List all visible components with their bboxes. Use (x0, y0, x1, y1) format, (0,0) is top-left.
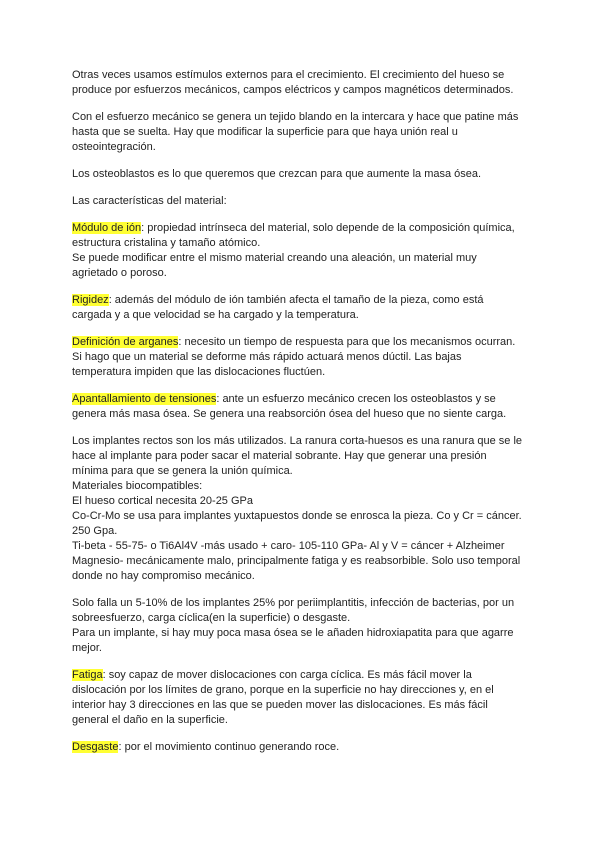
section-rigidez (72, 293, 542, 323)
text-line: Para un implante, si hay muy poca masa ósea se le añaden hidroxiapatita para que agarre (72, 627, 514, 639)
text-line: produce por esfuerzos mecánicos, campos eléctricos y campos magnéticos determinados. (72, 84, 514, 96)
text-line: cargada y a que velocidad se ha cargado y la temperatura. (72, 309, 359, 321)
text-line: Con el esfuerzo mecánico se genera un tejido blando en la intercara y hace que patine más (72, 111, 519, 123)
text-line: El hueso cortical necesita 20-25 GPa (72, 495, 253, 507)
paragraph-osteoblastos (72, 167, 542, 182)
text-line: temperatura impiden que las dislocaciones fluctúen. (72, 366, 326, 378)
definition-text: : además del módulo de ión también afecta el tamaño de la pieza, como está (108, 294, 484, 306)
highlighted-term: Desgaste (72, 741, 119, 753)
text-line: estructura cristalina y tamaño atómico. (72, 237, 261, 249)
text-line (72, 221, 542, 236)
text-line: dislocación por los límites de grano, porque en la superficie no hay direcciones y, en el (72, 684, 494, 696)
text-line (72, 740, 542, 755)
text-line (72, 335, 542, 350)
text-line: genera más masa ósea. Se genera una reabsorción ósea del hueso que no siente carga. (72, 408, 507, 420)
text-line: general el daño en la superficie. (72, 714, 228, 726)
section-definicion-de-arganes (72, 335, 542, 380)
text-line: sobreesfuerzo, carga cíclica(en la superficie) o desgaste. (72, 612, 351, 624)
text-line: Se puede modificar entre el mismo material creando una aleación, un material muy (72, 252, 477, 264)
paragraph-fallos-implantes (72, 596, 542, 656)
definition-text: : necesito un tiempo de respuesta para que los mecanismos ocurran. (178, 336, 516, 348)
section-apantallamiento-de-tensiones (72, 392, 542, 422)
text-line: Si hago que un material se deforme más rápido actuará menos dúctil. Las bajas (72, 351, 462, 363)
text-line: interior hay 3 direcciones en las que se pueden mover las dislocaciones. Es más fácil (72, 699, 488, 711)
definition-text: : por el movimiento continuo generando roce. (118, 741, 340, 753)
definition-text: : propiedad intrínseca del material, solo depende de la composición química, (141, 222, 515, 234)
paragraph-esfuerzo-mecanico (72, 110, 542, 155)
highlighted-term: Definición de arganes (72, 336, 179, 348)
section-fatiga (72, 668, 542, 728)
text-line: mejor. (72, 642, 102, 654)
highlighted-term: Apantallamiento de tensiones (72, 393, 217, 405)
text-line (72, 293, 542, 308)
definition-text: : soy capaz de mover dislocaciones con carga cíclica. Es más fácil mover la (102, 669, 472, 681)
text-line: Las características del material: (72, 195, 227, 207)
text-line (72, 668, 542, 683)
text-line: Otras veces usamos estímulos externos para el crecimiento. El crecimiento del hueso se (72, 69, 505, 81)
paragraph-implantes (72, 434, 542, 584)
text-line: Ti-beta - 55-75- o Ti6Al4V -más usado + caro- 105-110 GPa- Al y V = cáncer + Alzheimer (72, 540, 505, 552)
paragraph-caracteristicas-heading (72, 194, 542, 209)
text-line: Co-Cr-Mo se usa para implantes yuxtapuestos donde se enrosca la pieza. Co y Cr = cáncer. (72, 510, 522, 522)
highlighted-term: Fatiga (72, 669, 103, 681)
text-line: Solo falla un 5-10% de los implantes 25% por periimplantitis, infección de bacterias, por un (72, 597, 515, 609)
text-line: Magnesio- mecánicamente malo, principalmente fatiga y es reabsorbible. Solo uso temporal (72, 555, 521, 567)
text-line: mínima para que se genera la unión química. (72, 465, 293, 477)
section-desgaste (72, 740, 542, 755)
text-line: donde no hay compromiso mecánico. (72, 570, 255, 582)
paragraph-crecimiento (72, 68, 542, 98)
highlighted-term: Módulo de ión (72, 222, 142, 234)
text-line: hace al implante para poder sacar el material sobrante. Hay que generar una presión (72, 450, 487, 462)
document-body (72, 68, 542, 767)
text-line: agrietado o poroso. (72, 267, 167, 279)
text-line: hasta que se suelta. Hay que modificar la superficie para que haya unión real u (72, 126, 458, 138)
highlighted-term: Rigidez (72, 294, 109, 306)
text-line: Los implantes rectos son los más utilizados. La ranura corta-huesos es una ranura que se le (72, 435, 523, 447)
text-line: Materiales biocompatibles: (72, 480, 203, 492)
section-modulo-de-ion (72, 221, 542, 281)
definition-text: : ante un esfuerzo mecánico crecen los osteoblastos y se (216, 393, 496, 405)
text-line: 250 Gpa. (72, 525, 118, 537)
text-line: Los osteoblastos es lo que queremos que crezcan para que aumente la masa ósea. (72, 168, 482, 180)
text-line: osteointegración. (72, 141, 156, 153)
text-line (72, 392, 542, 407)
